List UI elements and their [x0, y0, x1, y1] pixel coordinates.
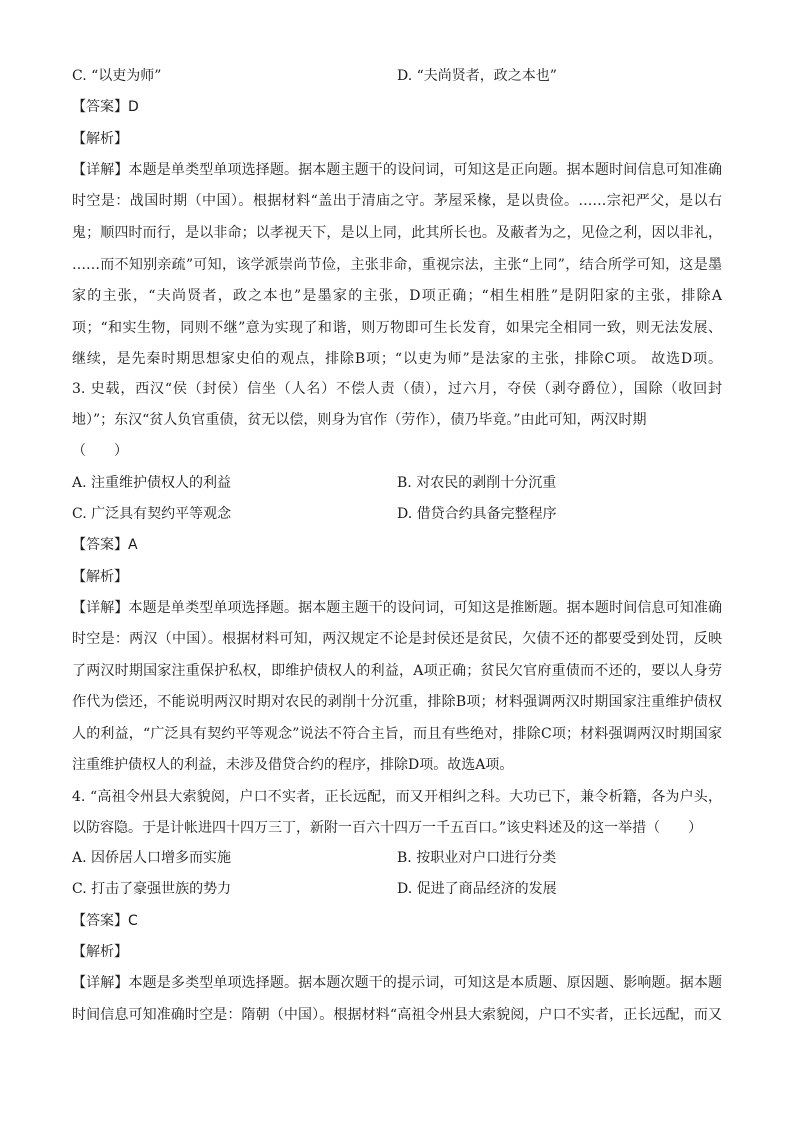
q2-detail-line: 鬼；顺四时而行，是以非命；以孝视天下，是以上同，此其所长也。及蔽者为之，见俭之利，因以非礼，	[72, 225, 722, 241]
q2-detail-line: 时空是：战国时期（中国）。根据材料“盖出于清庙之守。茅屋采椽，是以贵俭。……宗祀严父，是以右	[72, 193, 722, 209]
q3-option-b: B. 对农民的剥削十分沉重	[397, 475, 557, 491]
q3-option-a: A. 注重维护债权人的利益	[72, 475, 232, 491]
q4-option-a: A. 因侨居人口增多而实施	[72, 850, 232, 866]
q2-detail-line: 继续，是先秦时期思想家史伯的观点，排除B项；“以吏为师”是法家的主张，排除C项。 故选D项。	[72, 351, 722, 367]
q2-answer: 【答案】D	[72, 99, 139, 115]
q2-analysis-heading: 【解析】	[72, 131, 128, 147]
q4-detail-line: 时间信息可知准确时空是：隋朝（中国）。根据材料“高祖令州县大索貌阅，户口不实者，正长远配，而又	[72, 1007, 722, 1023]
q3-stem-line: 3. 史载，西汉“侯（封侯）信坐（人名）不偿人责（债），过六月，夺侯（剥夺爵位），国除（收回封	[72, 381, 722, 397]
q4-option-b: B. 按职业对户口进行分类	[397, 850, 557, 866]
q3-detail-line: 人的利益，“广泛具有契约平等观念”说法不符合主旨，而且有些绝对，排除C项；材料强调两汉时期国家	[72, 726, 722, 742]
q3-option-c: C. 广泛具有契约平等观念	[72, 506, 232, 522]
q3-detail-line: 注重维护债权人的利益，未涉及借贷合约的程序，排除D项。故选A项。	[72, 757, 514, 773]
q4-answer: 【答案】C	[72, 913, 138, 929]
q4-stem-line: 以防容隐。于是计帐进四十四万三丁，新附一百六十四万一千五百口。”该史料述及的这一举措（ ）	[72, 820, 703, 836]
q2-detail-line: ……而不知别亲疏”可知，该学派崇尚节俭，主张非命，重视宗法，主张“上同”，结合所学可知，这是墨	[72, 257, 722, 273]
q3-answer: 【答案】A	[72, 537, 138, 553]
q3-stem-line: （ ）	[72, 443, 128, 459]
q2-option-c: C. “以吏为师”	[72, 68, 162, 84]
q2-detail-line: 项；“和实生物，同则不继”意为实现了和谐，则万物即可生长发育，如果完全相同一致，则无法发展、	[72, 320, 722, 336]
q4-option-d: D. 促进了商品经济的发展	[397, 881, 557, 897]
q3-detail-line: 【详解】本题是单类型单项选择题。据本题主题干的设问词，可知这是推断题。据本题时间信息可知准确	[72, 600, 722, 616]
q3-detail-line: 作代为偿还，不能说明两汉时期对农民的剥削十分沉重，排除B项；材料强调两汉时期国家注重维护债权	[72, 694, 722, 710]
q3-option-d: D. 借贷合约具备完整程序	[397, 506, 557, 522]
q3-analysis-heading: 【解析】	[72, 569, 128, 585]
q3-stem-line: 地）”；东汉“贫人负官重债，贫无以偿，则身为官作（劳作），债乃毕竟。”由此可知，两汉时期	[72, 412, 647, 428]
q3-detail-line: 时空是：两汉（中国）。根据材料可知，两汉规定不论是封侯还是贫民，欠债不还的都要受到处罚，反映	[72, 631, 722, 647]
q4-option-c: C. 打击了豪强世族的势力	[72, 881, 232, 897]
q4-detail-line: 【详解】本题是多类型单项选择题。据本题次题干的提示词，可知这是本质题、原因题、影响题。据本题	[72, 975, 722, 991]
q3-detail-line: 了两汉时期国家注重保护私权，即维护债权人的利益，A项正确；贫民欠官府重债而不还的，要以人身劳	[72, 663, 722, 679]
q2-detail-line: 家的主张，“夫尚贤者，政之本也”是墨家的主张，D项正确；“相生相胜”是阴阳家的主张，排除A	[72, 288, 722, 304]
q2-detail-line: 【详解】本题是单类型单项选择题。据本题主题干的设问词，可知这是正向题。据本题时间信息可知准确	[72, 162, 722, 178]
q4-stem-line: 4. “高祖令州县大索貌阅，户口不实者，正长远配，而又开相纠之科。大功已下，兼令析籍，各为户头，	[72, 789, 722, 805]
q4-analysis-heading: 【解析】	[72, 944, 128, 960]
q2-option-d: D. “夫尚贤者，政之本也”	[397, 68, 557, 84]
